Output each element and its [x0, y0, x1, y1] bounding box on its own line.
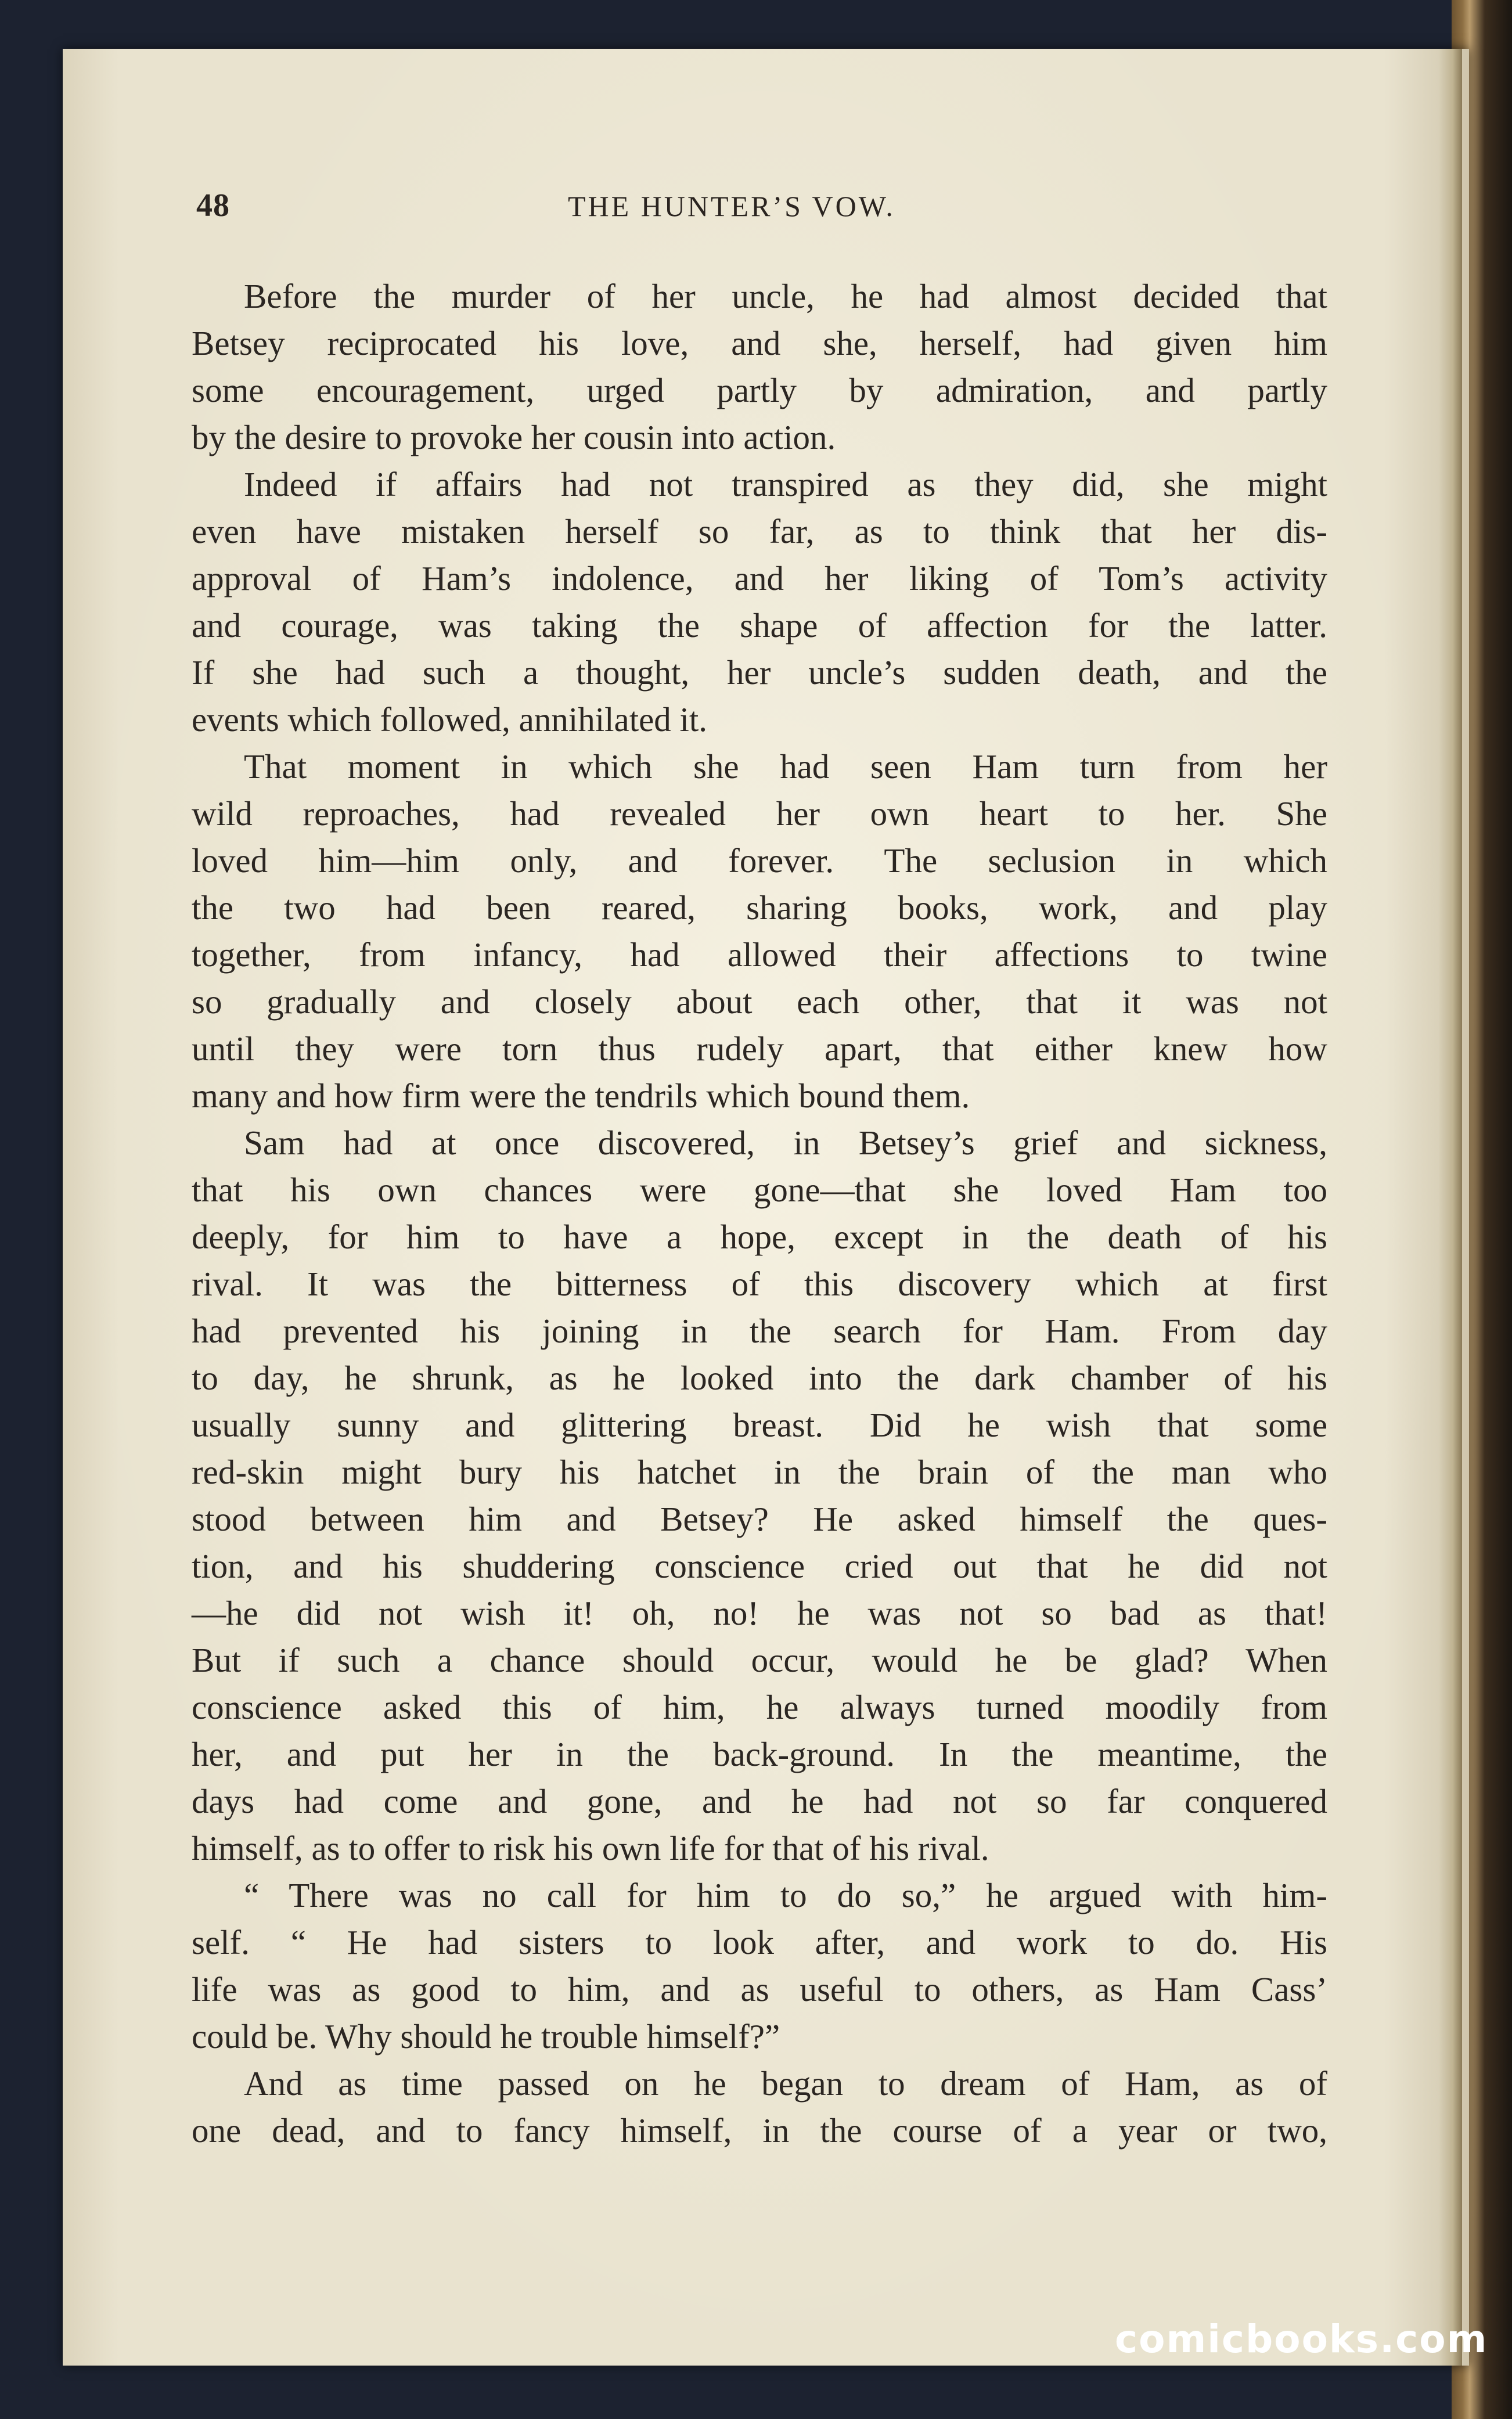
page-number: 48: [196, 188, 230, 224]
text-line: until they were torn thus rudely apart, that either knew how: [192, 1029, 1327, 1068]
text-line: some encouragement, urged partly by admiration, and partly: [192, 371, 1327, 409]
text-line: by the desire to provoke her cousin into action.: [192, 418, 836, 456]
text-line: so gradually and closely about each other, that it was not: [192, 982, 1327, 1021]
text-line: life was as good to him, and as useful to others, as Ham Cass’: [192, 1970, 1327, 2008]
text-line: had prevented his joining in the search for Ham. From day: [192, 1312, 1327, 1350]
site-watermark: comicbooks.com: [1115, 2317, 1488, 2362]
text-line: red-skin might bury his hatchet in the brain of the man who: [192, 1453, 1327, 1491]
text-line: usually sunny and glittering breast. Did he wish that some: [192, 1406, 1327, 1444]
text-line: That moment in which she had seen Ham turn from her: [244, 747, 1327, 786]
text-line: and courage, was taking the shape of affection for the latter.: [192, 606, 1327, 645]
page-edge: [1439, 49, 1462, 2366]
text-line: together, from infancy, had allowed their affections to twine: [192, 935, 1327, 974]
running-title: THE HUNTER’S VOW.: [568, 190, 895, 222]
text-line: loved him—him only, and forever. The seclusion in which: [192, 841, 1327, 880]
text-line: that his own chances were gone—that she loved Ham too: [192, 1171, 1327, 1209]
text-line: her, and put her in the back-ground. In the meantime, the: [192, 1735, 1327, 1773]
text-line: to day, he shrunk, as he looked into the dark chamber of his: [192, 1359, 1327, 1397]
text-line: Sam had at once discovered, in Betsey’s grief and sickness,: [244, 1124, 1327, 1162]
text-line: conscience asked this of him, he always turned moodily from: [192, 1688, 1327, 1726]
text-line: —he did not wish it! oh, no! he was not so bad as that!: [192, 1594, 1327, 1632]
text-line: the two had been reared, sharing books, work, and play: [192, 888, 1327, 927]
text-line: could be. Why should he trouble himself?”: [192, 2017, 780, 2056]
body-text: [192, 273, 1327, 2154]
running-head: [196, 187, 1329, 233]
text-line: Betsey reciprocated his love, and she, herself, had given him: [192, 324, 1327, 362]
text-line: himself, as to offer to risk his own life for that of his rival.: [192, 1829, 989, 1867]
text-line: wild reproaches, had revealed her own heart to her. She: [192, 794, 1327, 833]
text-line: stood between him and Betsey? He asked himself the ques-: [192, 1500, 1327, 1538]
text-line: even have mistaken herself so far, as to think that her dis-: [192, 512, 1327, 550]
text-line: many and how firm were the tendrils which bound them.: [192, 1077, 970, 1115]
text-line: And as time passed on he began to dream of Ham, as of: [244, 2064, 1327, 2103]
text-line: If she had such a thought, her uncle’s sudden death, and the: [192, 653, 1327, 692]
text-line: events which followed, annihilated it.: [192, 700, 708, 739]
text-line: But if such a chance should occur, would he be glad? When: [192, 1641, 1327, 1679]
text-line: one dead, and to fancy himself, in the course of a year or two,: [192, 2111, 1327, 2150]
text-line: approval of Ham’s indolence, and her liking of Tom’s activity: [192, 559, 1327, 597]
text-line: deeply, for him to have a hope, except in the death of his: [192, 1218, 1327, 1256]
text-line: Before the murder of her uncle, he had almost decided that: [244, 277, 1327, 315]
text-line: tion, and his shuddering conscience cried out that he did not: [192, 1547, 1327, 1585]
text-line: Indeed if affairs had not transpired as they did, she might: [244, 465, 1327, 503]
text-line: rival. It was the bitterness of this discovery which at first: [192, 1265, 1327, 1303]
text-line: days had come and gone, and he had not so far conquered: [192, 1782, 1327, 1820]
text-line: self. “ He had sisters to look after, and work to do. His: [192, 1923, 1327, 1961]
text-line: “ There was no call for him to do so,” he argued with him-: [244, 1876, 1327, 1914]
